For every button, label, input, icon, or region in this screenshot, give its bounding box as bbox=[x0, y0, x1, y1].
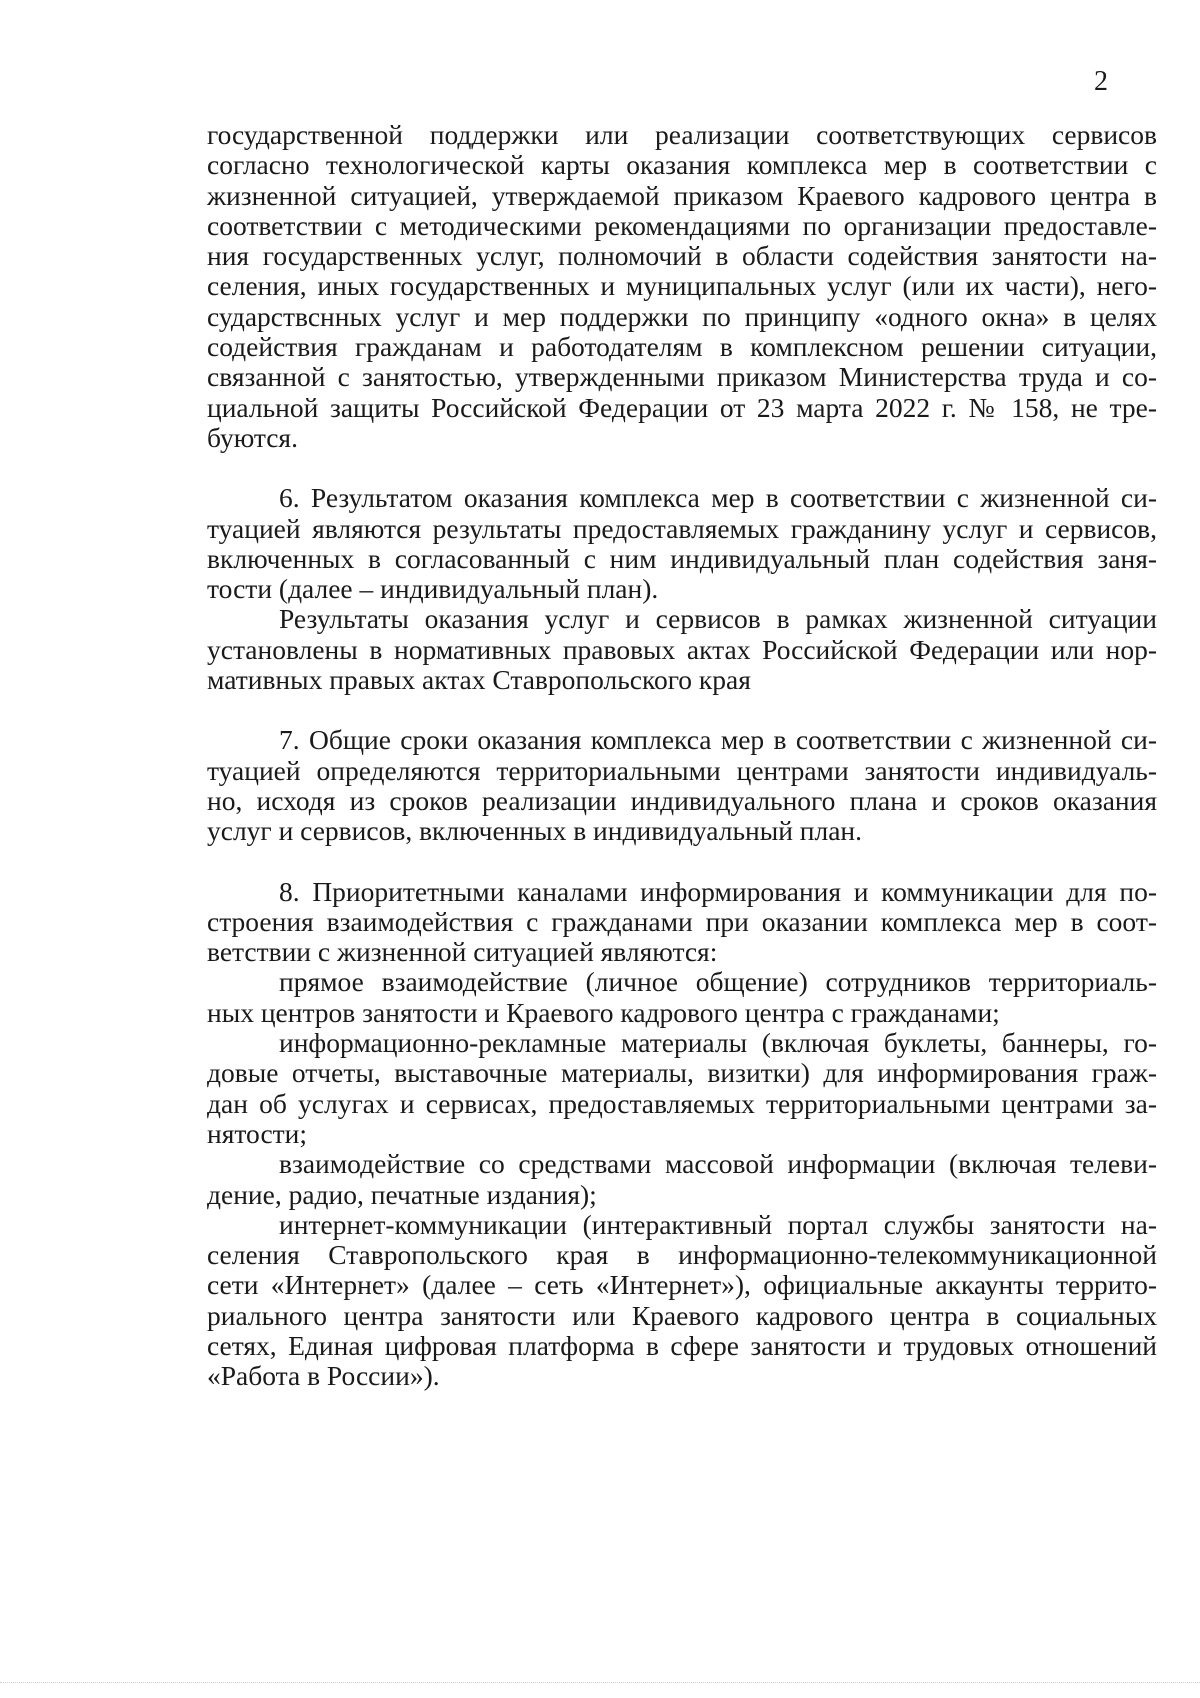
text-line: жизненной ситуацией, утверждаемой приказом Краевого кадрового центра в bbox=[207, 179, 1157, 211]
text-line: сети «Интернет» (далее – сеть «Интернет»), официальные аккаунты террито- bbox=[207, 1269, 1157, 1301]
text-line: мативных правых актах Ставропольского края bbox=[207, 664, 751, 696]
text-line: согласно технологической карты оказания комплекса мер в соответствии с bbox=[207, 149, 1157, 181]
text-line: дение, радио, печатные издания); bbox=[207, 1178, 597, 1210]
paragraph-item-6 bbox=[207, 483, 1157, 604]
text-line: селения, иных государственных и муниципальных услуг (или их части), него- bbox=[207, 270, 1157, 302]
text-line: 6. Результатом оказания комплекса мер в соответствии с жизненной си- bbox=[279, 482, 1157, 514]
text-line: циальной защиты Российской Федерации от 23 марта 2022 г. № 158, не тре- bbox=[207, 391, 1157, 423]
paragraph-results bbox=[207, 604, 1157, 695]
text-line: туацией определяются территориальными центрами занятости индивидуаль- bbox=[207, 754, 1157, 786]
text-line: 7. Общие сроки оказания комплекса мер в соответствии с жизненной си- bbox=[279, 724, 1157, 756]
paragraph-direct-interaction bbox=[207, 967, 1157, 1028]
text-line: услуг и сервисов, включенных в индивидуальный план. bbox=[207, 815, 863, 847]
text-line: связанной с занятостью, утвержденными приказом Министерства труда и со- bbox=[207, 361, 1157, 393]
text-line: тости (далее – индивидуальный план). bbox=[207, 573, 659, 605]
text-line: ния государственных услуг, полномочий в области содействия занятости на- bbox=[207, 240, 1157, 272]
paragraph-mass-media bbox=[207, 1149, 1157, 1210]
text-line: ных центров занятости и Краевого кадрового центра с гражданами; bbox=[207, 996, 1000, 1028]
text-line: соответствии с методическими рекомендациями по организации предоставле- bbox=[207, 209, 1157, 241]
scan-edge bbox=[0, 1682, 1200, 1684]
text-line: ветствии с жизненной ситуацией являются: bbox=[207, 936, 718, 968]
text-line: содействия гражданам и работодателям в комплексном решении ситуации, bbox=[207, 331, 1157, 363]
text-line: туацией являются результаты предоставляемых гражданину услуг и сервисов, bbox=[207, 512, 1157, 544]
text-line: государственной поддержки или реализации соответствующих сервисов bbox=[207, 119, 1157, 150]
paragraph-internet-communications bbox=[207, 1210, 1157, 1392]
document-body bbox=[207, 120, 1157, 1392]
page-number: 2 bbox=[1094, 66, 1108, 97]
paragraph-advertising-materials bbox=[207, 1028, 1157, 1149]
paragraph-item-8 bbox=[207, 877, 1157, 968]
text-line: сетях, Единая цифровая платформа в сфере занятости и трудовых отношений bbox=[207, 1329, 1157, 1361]
text-line: буются. bbox=[207, 421, 298, 453]
text-line: нятости; bbox=[207, 1117, 308, 1149]
text-line: интернет-коммуникации (интерактивный портал службы занятости на- bbox=[279, 1208, 1157, 1240]
text-line: довые отчеты, выставочные материалы, визитки) для информирования граж- bbox=[207, 1057, 1157, 1089]
paragraph-item-7 bbox=[207, 725, 1157, 846]
text-line: но, исходя из сроков реализации индивидуального плана и сроков оказания bbox=[207, 784, 1157, 816]
text-line: риального центра занятости или Краевого кадрового центра в социальных bbox=[207, 1299, 1157, 1331]
text-line: дан об услугах и сервисах, предоставляемых территориальными центрами за- bbox=[207, 1087, 1157, 1119]
text-line: строения взаимодействия с гражданами при оказании комплекса мер в соот- bbox=[207, 905, 1157, 937]
paragraph-continuation bbox=[207, 120, 1157, 453]
text-line: установлены в нормативных правовых актах Российской Федерации или нор- bbox=[207, 633, 1157, 665]
text-line: сударствснных услуг и мер поддержки по принципу «одного окна» в целях bbox=[207, 300, 1157, 332]
text-line: информационно-рекламные материалы (включая буклеты, баннеры, го- bbox=[279, 1027, 1157, 1059]
text-line: взаимодействие со средствами массовой информации (включая телеви- bbox=[279, 1148, 1157, 1180]
text-line: Результаты оказания услуг и сервисов в рамках жизненной ситуации bbox=[279, 603, 1157, 635]
text-line: включенных в согласованный с ним индивидуальный план содействия заня- bbox=[207, 542, 1157, 574]
text-line: селения Ставропольского края в информационно-телекоммуникационной bbox=[207, 1239, 1157, 1271]
text-line: 8. Приоритетными каналами информирования и коммуникации для по- bbox=[279, 875, 1157, 907]
text-line: «Работа в России»). bbox=[207, 1360, 440, 1392]
text-line: прямое взаимодействие (личное общение) сотрудников территориаль- bbox=[279, 966, 1157, 998]
